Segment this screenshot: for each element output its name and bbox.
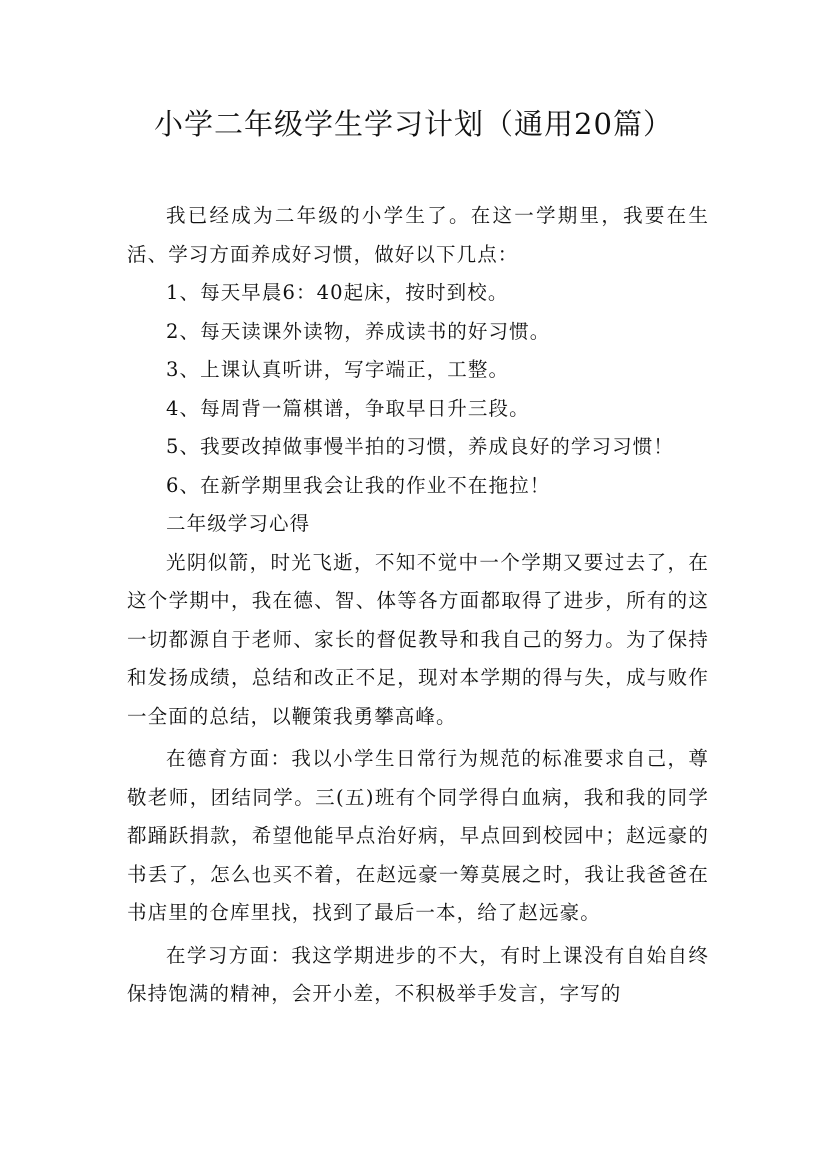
plan-item-1: 1、每天早晨6：40起床，按时到校。 bbox=[166, 281, 509, 304]
reflection-paragraph: 光阴似箭，时光飞逝，不知不觉中一个学期又要过去了，在这个学期中，我在德、智、体等各方面都取得了进步，所有的这一切都源自于老师、家长的督促教导和我自己的努力。为了保持和发扬成绩，总结和改正不足，现对本学期的得与失，成与败作一全面的总结，以鞭策我勇攀高峰。 bbox=[127, 550, 709, 728]
plan-item-3: 3、上课认真听讲，写字端正，工整。 bbox=[166, 358, 510, 381]
document-title: 小学二年级学生学习计划（通用20篇） bbox=[154, 107, 673, 141]
plan-item-6: 6、在新学期里我会让我的作业不在拖拉！ bbox=[166, 473, 551, 497]
study-paragraph: 在学习方面：我这学期进步的不大，有时上课没有自始自终保持饱满的精神，会开小差，不积极举手发言，字写的 bbox=[127, 943, 709, 1005]
plan-item-5: 5、我要改掉做事慢半拍的习惯，养成良好的学习习惯！ bbox=[166, 435, 674, 458]
plan-item-4: 4、每周背一篇棋谱，争取早日升三段。 bbox=[166, 396, 530, 420]
document-body bbox=[127, 197, 709, 1014]
section-heading: 二年级学习心得 bbox=[166, 512, 311, 535]
intro-paragraph: 我已经成为二年级的小学生了。在这一学期里，我要在生活、学习方面养成好习惯，做好以下几点： bbox=[127, 204, 709, 266]
plan-item-2: 2、每天读课外读物，养成读书的好习惯。 bbox=[166, 319, 551, 343]
moral-education-paragraph: 在德育方面：我以小学生日常行为规范的标准要求自己，尊敬老师，团结同学。三(五)班有个同学得白血病，我和我的同学都踊跃捐款，希望他能早点治好病，早点回到校园中；赵远豪的书丢了，怎么也买不着，在赵远豪一筹莫展之时，我让我爸爸在书店里的仓库里找，找到了最后一本，给了赵远豪。 bbox=[127, 747, 709, 924]
